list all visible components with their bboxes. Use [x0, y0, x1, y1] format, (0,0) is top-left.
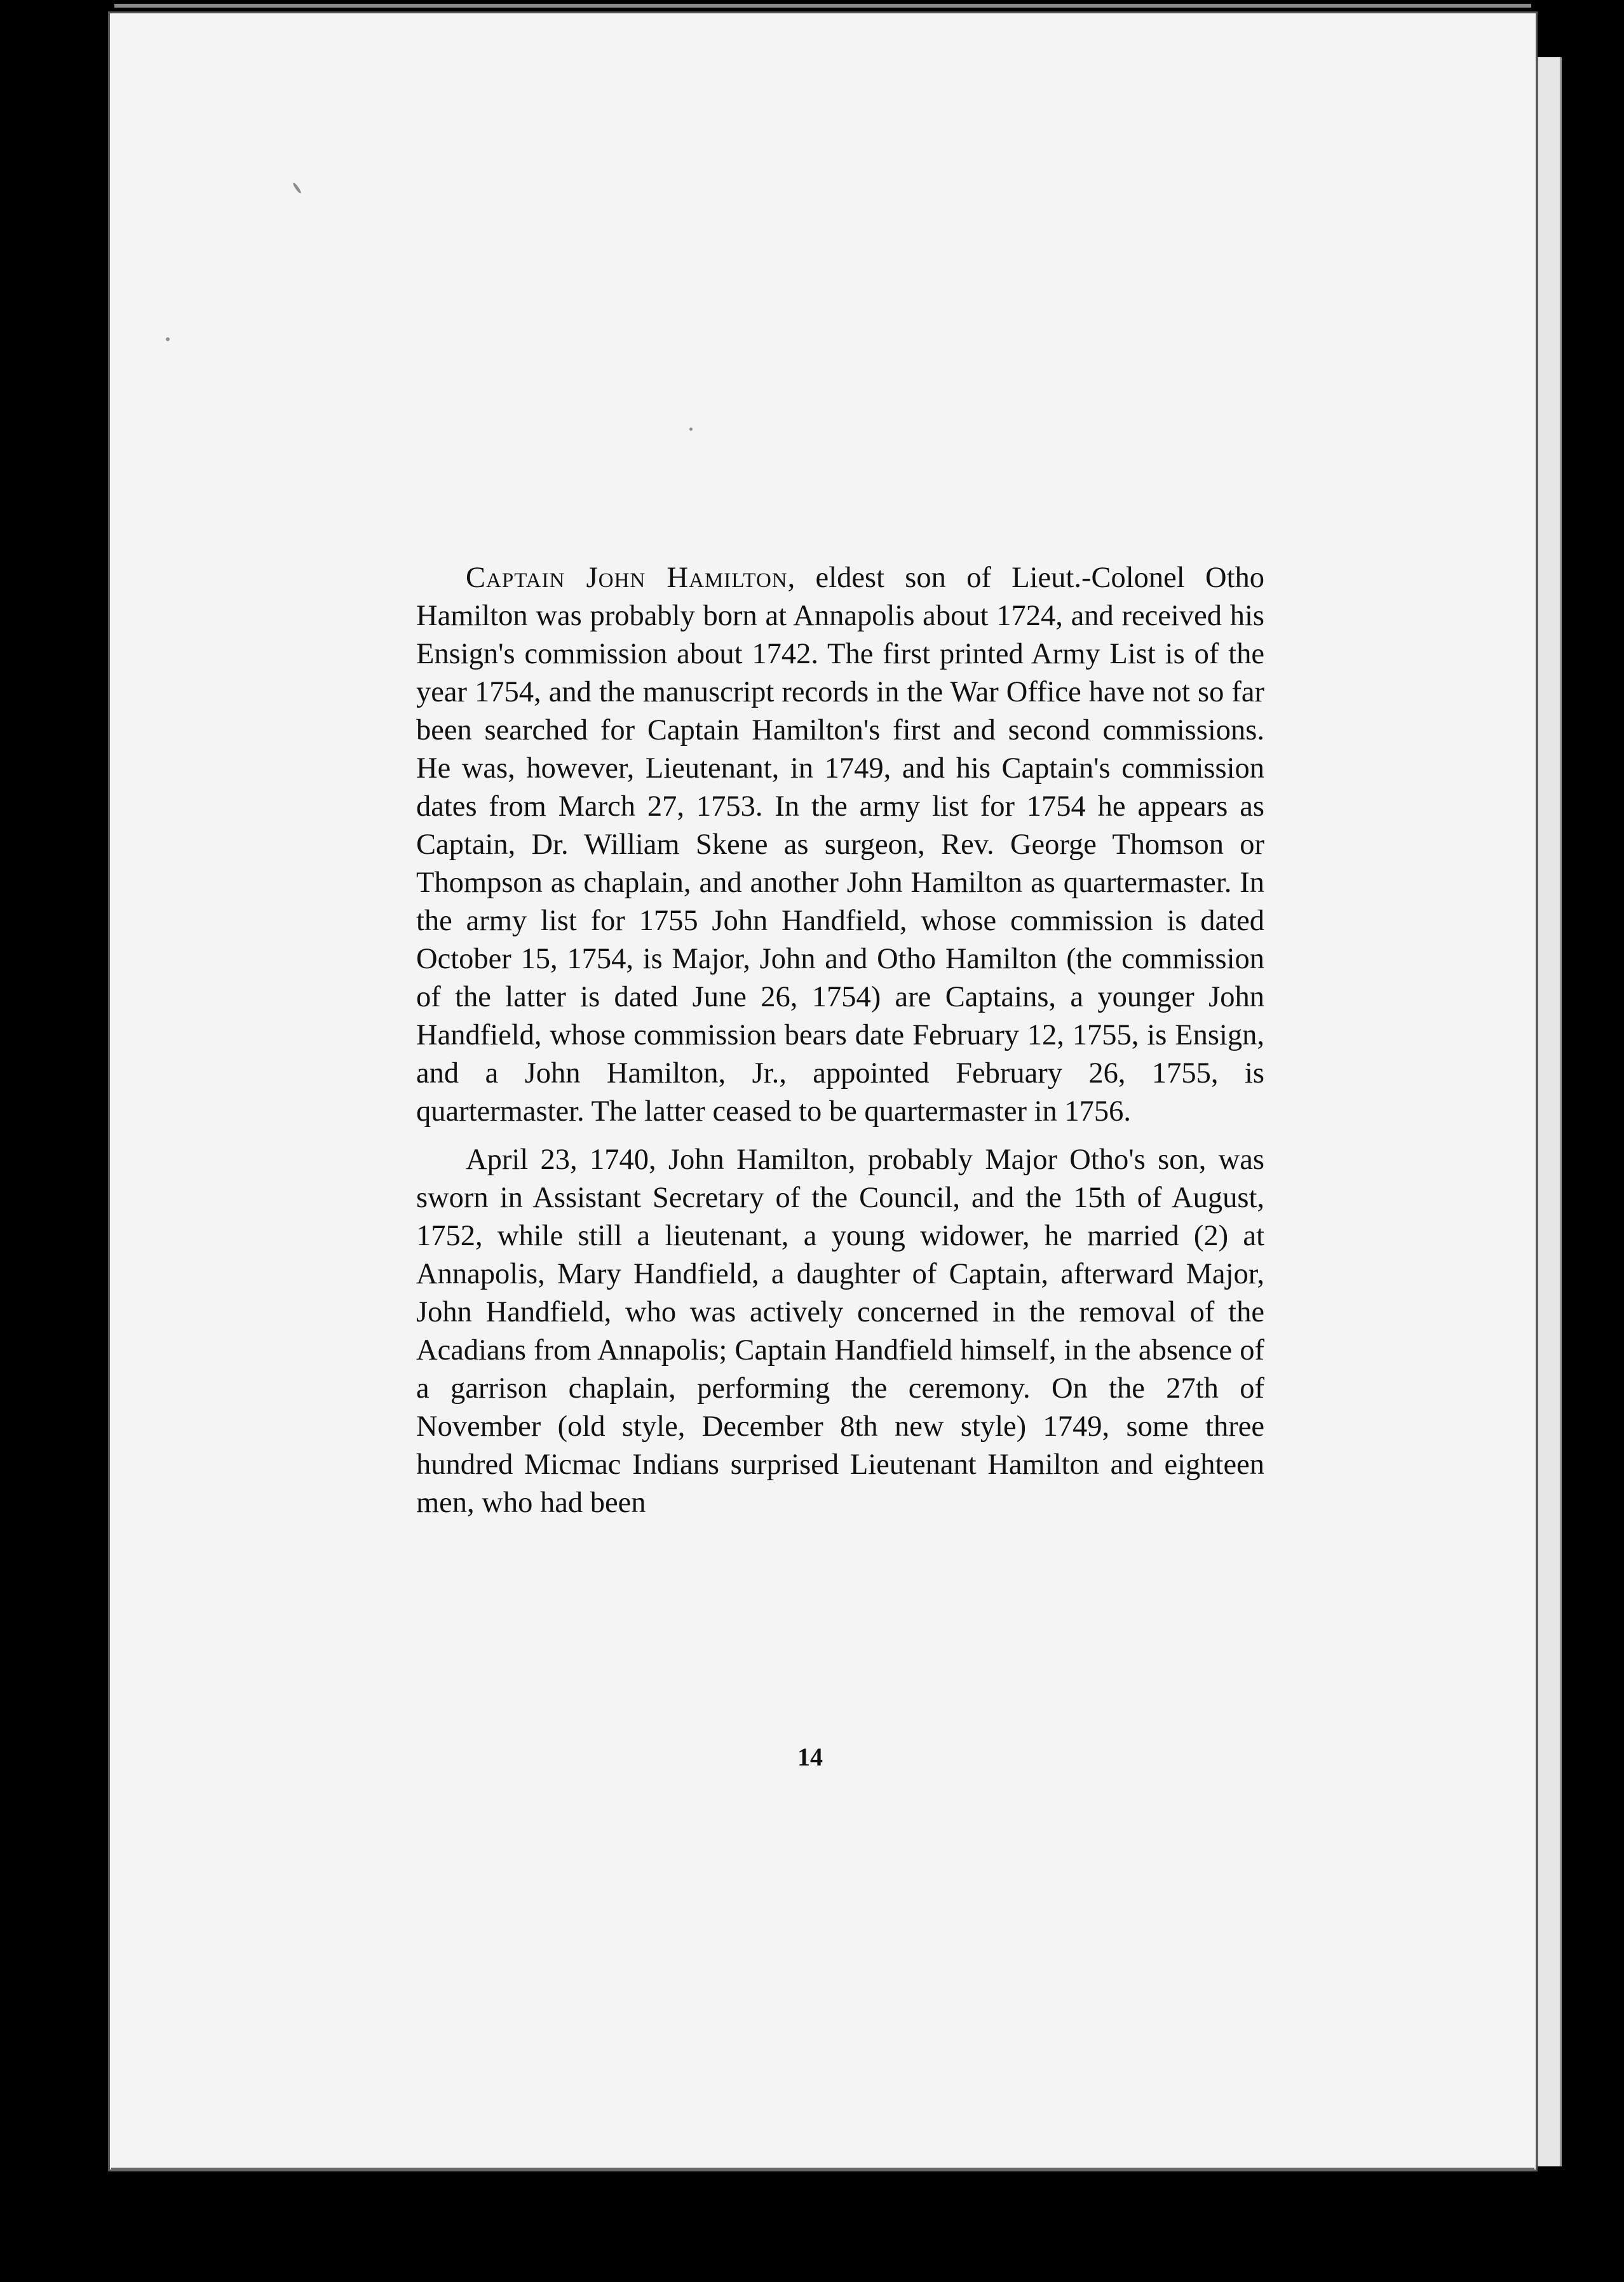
adjacent-page-edge — [1536, 57, 1562, 2166]
lead-name: Captain John Hamilton — [466, 562, 788, 594]
paragraph — [416, 559, 1264, 1131]
scan-speck — [292, 182, 302, 194]
paragraph: April 23, 1740, John Hamilton, probably Major Otho's son, was sworn in Assistant Secretary of the Council, and the 15th of August, 1752, while still a lieutenant, a young widower, he married (2) at Annapolis, Mary Handfield, a daughter of Captain, afterward Major, John Handfield, who was actively concerned in the removal of the Acadians from Annapolis; Captain Handfield himself, in the absence of a garrison chaplain, performing the ceremony. On the 27th of November (old style, December 8th new style) 1749, some three hundred Micmac Indians surprised Lieutenant Hamilton and eighteen men, who had been — [416, 1144, 1264, 1519]
body-text — [416, 559, 1264, 1532]
paragraph-text: , eldest son of Lieut.-Colonel Otho Hamilton was probably born at Annapolis about 1724, and received his Ensign's commission about 1742. The first printed Army List is of the year 1754, and the manuscript records in the War Office have not so far been searched for Captain Hamilton's first and second commissions. He was, however, Lieutenant, in 1749, and his Captain's commission dates from March 27, 1753. In the army list for 1754 he appears as Captain, Dr. William Skene as surgeon, Rev. George Thomson or Thompson as chaplain, and another John Hamilton as quartermaster. In the army list for 1755 John Handfield, whose commission is dated October 15, 1754, is Major, John and Otho Hamilton (the commission of the latter is dated June 26, 1754) are Captains, a younger John Handfield, whose commission bears date February 12, 1755, is Ensign, and a John Hamilton, Jr., appointed February 26, 1755, is quartermaster. The latter ceased to be quartermaster in 1756. — [416, 562, 1264, 1128]
scan-top-edge — [114, 4, 1531, 8]
scan-speck — [166, 337, 170, 341]
scan-speck — [689, 428, 693, 431]
scan-bottom-edge — [111, 2168, 1534, 2171]
page-number: 14 — [797, 1743, 823, 1771]
